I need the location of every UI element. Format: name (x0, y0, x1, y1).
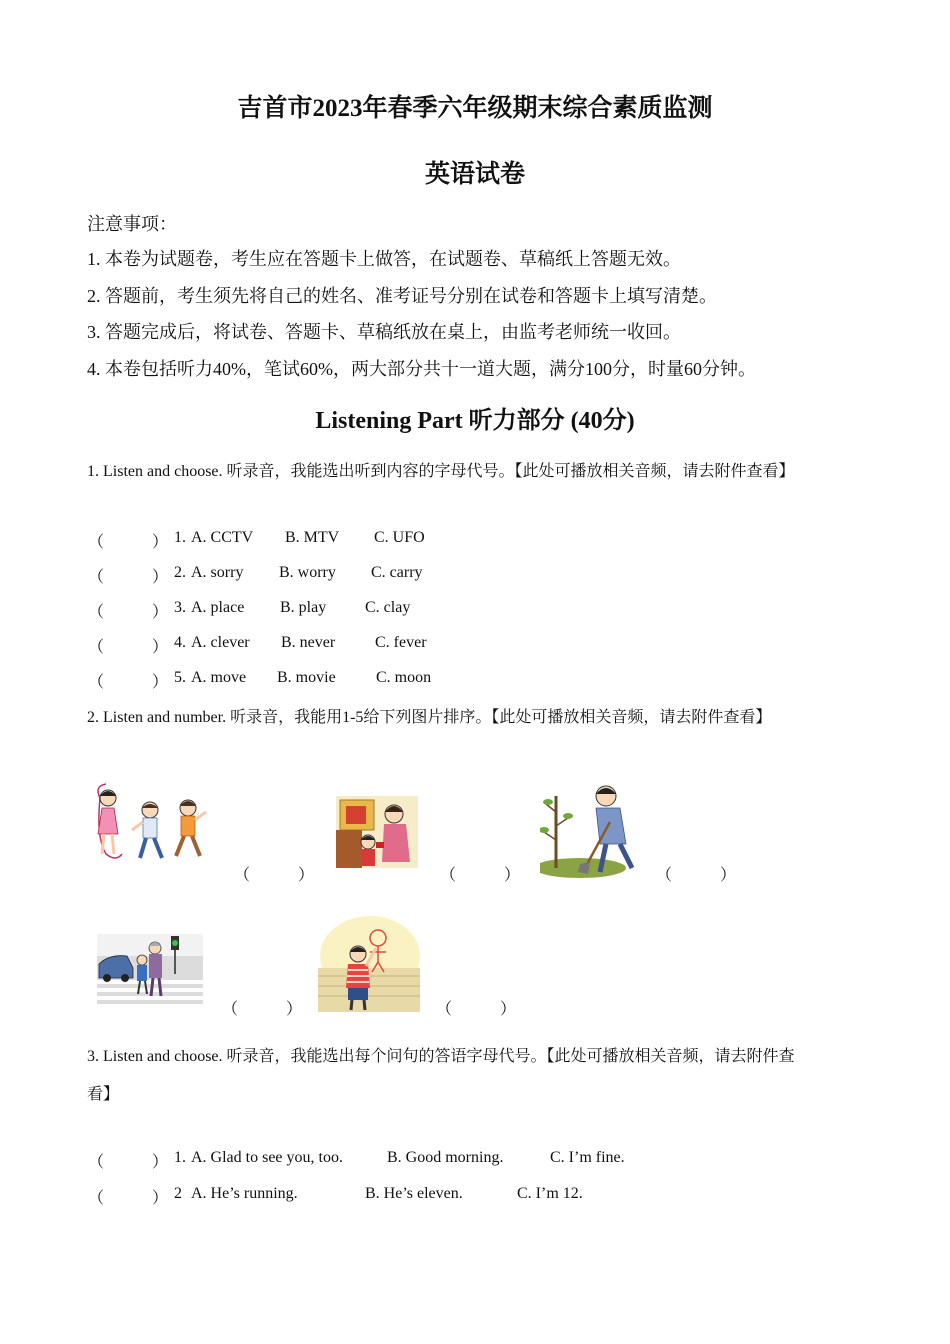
picture-4-answer-blank[interactable]: （ ） (222, 1001, 303, 1018)
children-skipping-picture (92, 778, 210, 864)
crossing-road-picture (97, 934, 203, 1004)
option-c: C. UFO (374, 529, 425, 546)
section2-instruction: 2. Listen and number. 听录音，我能用1-5给下列图片排序。【此处可播放相关音频，请去附件查看】 (87, 709, 772, 726)
option-c: C. fever (375, 634, 427, 651)
section1-instruction: 1. Listen and choose. 听录音，我能选出听到内容的字母代号。【此处可播放相关音频，请去附件查看】 (87, 463, 795, 480)
option-a: A. sorry (191, 564, 244, 581)
note-item-4: 4. 本卷包括听力40%，笔试60%，两大部分共十一道大题，满分100分，时量60分钟。 (87, 359, 756, 379)
option-a: A. CCTV (191, 529, 254, 546)
picture-5-answer-blank[interactable]: （ ） (436, 1001, 517, 1018)
note-item-1: 1. 本卷为试题卷，考生应在答题卡上做答，在试题卷、草稿纸上答题无效。 (87, 249, 681, 269)
question-number: 1. (174, 1149, 186, 1166)
notes-heading: 注意事项： (87, 214, 177, 234)
note-item-3: 3. 答题完成后，将试卷、答题卡、草稿纸放在桌上，由监考老师统一收回。 (87, 322, 681, 342)
section3-instruction-line1: 3. Listen and choose. 听录音，我能选出每个问句的答语字母代号。【此处可播放相关音频，请去附件查 (87, 1048, 795, 1065)
question-number: 3. (174, 599, 186, 616)
option-c: C. clay (365, 599, 411, 616)
option-b: B. worry (279, 564, 336, 581)
answer-blank[interactable]: （ ） (88, 534, 169, 551)
option-c: C. I’m fine. (550, 1149, 625, 1166)
answer-blank[interactable]: （ ） (88, 604, 169, 621)
option-b: B. movie (277, 669, 336, 686)
picture-3-answer-blank[interactable]: （ ） (656, 867, 737, 884)
option-a: A. move (191, 669, 247, 686)
answer-blank[interactable]: （ ） (88, 569, 169, 586)
picture-2-answer-blank[interactable]: （ ） (440, 867, 521, 884)
question-number: 2. (174, 564, 186, 581)
option-b: B. MTV (285, 529, 340, 546)
option-c: C. moon (376, 669, 432, 686)
option-b: B. never (281, 634, 336, 651)
answer-blank[interactable]: （ ） (88, 1154, 169, 1171)
option-b: B. Good morning. (387, 1149, 504, 1166)
option-b: B. He’s eleven. (365, 1185, 463, 1202)
picture-1-answer-blank[interactable]: （ ） (234, 867, 315, 884)
option-a: A. place (191, 599, 245, 616)
option-a: A. clever (191, 634, 250, 651)
part-title: Listening Part 听力部分 (40分) (315, 408, 635, 434)
answer-blank[interactable]: （ ） (88, 674, 169, 691)
answer-blank[interactable]: （ ） (88, 1190, 169, 1207)
drawing-on-wall-picture (318, 916, 420, 1012)
question-number: 4. (174, 634, 186, 651)
option-c: C. I’m 12. (517, 1185, 583, 1202)
answer-blank[interactable]: （ ） (88, 639, 169, 656)
page-subtitle: 英语试卷 (424, 161, 525, 188)
planting-tree-picture (540, 782, 640, 878)
giving-gift-picture (336, 796, 418, 868)
page-title: 吉首市2023年春季六年级期末综合素质监测 (237, 95, 713, 122)
option-a: A. Glad to see you, too. (191, 1149, 343, 1166)
question-number: 1. (174, 529, 186, 546)
section3-instruction-line2: 看】 (87, 1086, 120, 1103)
question-number: 5. (174, 669, 186, 686)
option-b: B. play (280, 599, 327, 616)
note-item-2: 2. 答题前，考生须先将自己的姓名、准考证号分别在试卷和答题卡上填写清楚。 (87, 286, 717, 306)
option-c: C. carry (371, 564, 423, 581)
option-a: A. He’s running. (191, 1185, 298, 1202)
question-number: 2 (174, 1185, 182, 1202)
